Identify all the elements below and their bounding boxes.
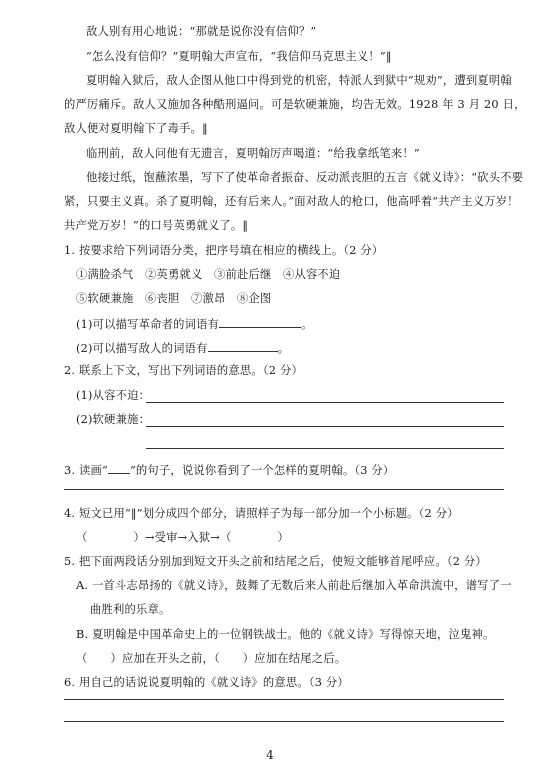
q2-sub-1: (1)从容不迫： <box>76 389 151 402</box>
q6-answer-line-1[interactable] <box>64 699 504 700</box>
page-number: 4 <box>266 748 274 762</box>
question-4: 4. 短文已用“‖”划分成四个部分，请照样子为每一部分加一个小标题。（2 分） <box>64 507 459 520</box>
passage-line: 临刑前，敌人问他有无遗言，夏明翰厉声喝道：“给我拿纸笔来！” <box>86 147 420 160</box>
passage-line: 共产党万岁！”的口号英勇就义了。‖ <box>64 219 249 232</box>
q2-sub-2: (2)软硬兼施： <box>76 413 151 426</box>
q3-underline-mark <box>108 463 130 474</box>
q3-prefix: 3. 读画“ <box>64 464 108 477</box>
q1-options-row: ①满脸杀气 ②英勇就义 ③前赴后继 ④从容不迫 <box>76 268 341 281</box>
q2-answer-line-1[interactable] <box>146 402 504 403</box>
q3-suffix: ”的句子，说说你看到了一个怎样的夏明翰。（3 分） <box>129 464 395 477</box>
q1-sub-1 <box>76 315 313 333</box>
q6-answer-line-2[interactable] <box>64 721 504 722</box>
passage-line: 敌人便对夏明翰下了毒手。‖ <box>64 122 208 135</box>
passage-line: 他接过纸，饱蘸浓墨，写下了使革命者振奋、反动派丧胆的五言《就义诗》：“砍头不要 <box>86 171 524 184</box>
question-3 <box>64 463 394 479</box>
q3-answer-line[interactable] <box>64 489 504 490</box>
q5-fill[interactable]: （ ）应加在开头之前，（ ）应加在结尾之后。 <box>76 652 347 665</box>
question-2: 2. 联系上下文，写出下列词语的意思。（2 分） <box>64 364 303 377</box>
q2-answer-line-3[interactable] <box>146 448 504 449</box>
q1-sub-2-label: (2)可以描写敌人的词语有 <box>76 342 208 355</box>
q1-sub-2 <box>76 339 289 357</box>
passage-line: 夏明翰入狱后，敌人企图从他口中得到党的机密，特派人到狱中“规劝”，遭到夏明翰 <box>86 74 512 87</box>
period: 。 <box>301 318 313 331</box>
q2-answer-line-2[interactable] <box>146 426 504 427</box>
q1-answer-blank-2[interactable] <box>208 339 278 352</box>
passage-line: “怎么没有信仰？”夏明翰大声宣布，“我信仰马克思主义！”‖ <box>86 50 392 63</box>
q1-options-row: ⑤软硬兼施 ⑥丧胆 ⑦激昂 ⑧企图 <box>76 292 272 305</box>
passage-line: 紧，只要主义真。杀了夏明翰，还有后来人。”面对敌人的枪口，他高呼着“共产主义万岁！ <box>64 195 519 208</box>
q1-sub-1-label: (1)可以描写革命者的词语有 <box>76 318 220 331</box>
q1-answer-blank-1[interactable] <box>219 315 301 328</box>
q5-option-a-cont: 曲胜利的乐章。 <box>90 603 171 616</box>
question-6: 6. 用自己的话说说夏明翰的《就义诗》的意思。（3 分） <box>64 676 349 689</box>
q5-option-b: B. 夏明翰是中国革命史上的一位钢铁战士。他的《就义诗》写得惊天地，泣鬼神。 <box>76 628 495 641</box>
q5-option-a: A. 一首斗志昂扬的《就义诗》，鼓舞了无数后来人前赴后继加入革命洪流中，谱写了一 <box>76 579 512 592</box>
passage-line: 敌人别有用心地说：“那就是说你没有信仰？” <box>86 25 317 38</box>
passage-line: 的严厉痛斥。敌人又施加各种酷刑逼问。可是软硬兼施，均告无效。1928 年 3 月 20 日， <box>64 98 526 111</box>
question-1: 1. 按要求给下列词语分类，把序号填在相应的横线上。（2 分） <box>64 244 384 257</box>
q4-flow[interactable]: （ ）→受审→入狱→（ ） <box>76 531 289 544</box>
question-5: 5. 把下面两段话分别加到短文开头之前和结尾之后，使短文能够首尾呼应。（2 分） <box>64 555 487 568</box>
period: 。 <box>277 342 290 355</box>
